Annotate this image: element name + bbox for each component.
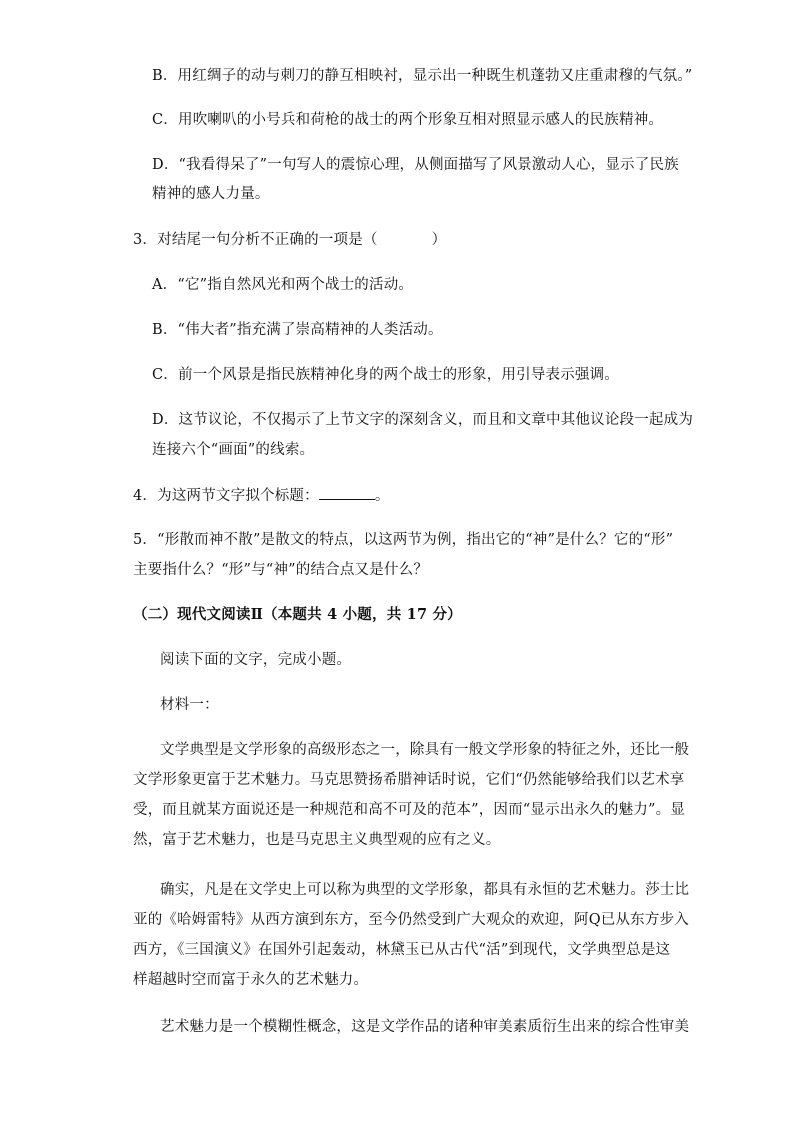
q3-option-c: C．前一个风景是指民族精神化身的两个战士的形象，用引导表示强调。 <box>152 367 619 383</box>
q4-stem <box>133 485 390 506</box>
q2-option-d-line2: 精神的感人力量。 <box>152 186 270 202</box>
passage-p2-line4: 样超越时空而富于永久的艺术魅力。 <box>133 972 369 988</box>
q3-option-d-line1: D．这节议论，不仅揭示了上节文字的深刻含义，而且和文章中其他议论段一起成为 <box>152 412 694 428</box>
q2-option-d-line1: D．“我看得呆了”一句写人的震惊心理，从侧面描写了风景激动人心，显示了民族 <box>152 157 679 173</box>
q3-option-a: A．“它”指自然风光和两个战士的活动。 <box>152 277 414 293</box>
passage-p3-line1: 艺术魅力是一个模糊性概念，这是文学作品的诸种审美素质衍生出来的综合性审美 <box>160 1019 690 1035</box>
q2-option-b: B．用红绸子的动与刺刀的静互相映衬，显示出一种既生机蓬勃又庄重肃穆的气氛。” <box>152 68 693 84</box>
q4-stem-suffix: 。 <box>374 488 390 504</box>
q3-option-d-line2: 连接六个“画面”的线索。 <box>152 442 315 458</box>
q4-stem-prefix: 4．为这两节文字拟个标题： <box>133 488 319 504</box>
q5-line2: 主要指什么？“形”与“神”的结合点又是什么？ <box>133 562 429 578</box>
q3-stem-suffix: ） <box>431 232 447 248</box>
q2-option-c: C．用吹喇叭的小号兵和荷枪的战士的两个形象互相对照显示感人的民族精神。 <box>152 112 664 128</box>
q3-stem-prefix: 3．对结尾一句分析不正确的一项是（ <box>133 232 378 248</box>
q3-stem <box>133 230 446 250</box>
q3-option-b: B．“伟大者”指充满了崇高精神的人类活动。 <box>152 322 443 338</box>
section-heading: （二）现代文阅读Ⅱ（本题共 4 小题，共 17 分） <box>133 606 462 623</box>
passage-p2-line1: 确实，凡是在文学史上可以称为典型的文学形象，都具有永恒的艺术魅力。莎士比 <box>160 882 690 898</box>
passage-p2-line2: 亚的《哈姆雷特》从西方演到东方，至今仍然受到广大观众的欢迎，阿Q已从东方步入 <box>133 912 689 928</box>
reading-instruction: 阅读下面的文字，完成小题。 <box>160 652 352 668</box>
passage-p2-line3: 西方，《三国演义》在国外引起轰动，林黛玉已从古代“活”到现代，文学典型总是这 <box>133 942 671 958</box>
passage-p1-line2: 文学形象更富于艺术魅力。马克思赞扬希腊神话时说，它们“仍然能够给我们以艺术享 <box>133 772 685 788</box>
passage-p1-line4: 然，富于艺术魅力，也是马克思主义典型观的应有之义。 <box>133 832 501 848</box>
title-answer-blank[interactable] <box>319 485 375 500</box>
passage-p1-line1: 文学典型是文学形象的高级形态之一，除具有一般文学形象的特征之外，还比一般 <box>160 742 690 758</box>
q5-line1: 5．“形散而神不散”是散文的特点，以这两节为例，指出它的“神”是什么？它的“形” <box>133 532 674 548</box>
material-label: 材料一： <box>160 697 219 713</box>
passage-p1-line3: 受，而且就某方面说还是一种规范和高不可及的范本”，因而“显示出永久的魅力”。显 <box>133 802 686 818</box>
